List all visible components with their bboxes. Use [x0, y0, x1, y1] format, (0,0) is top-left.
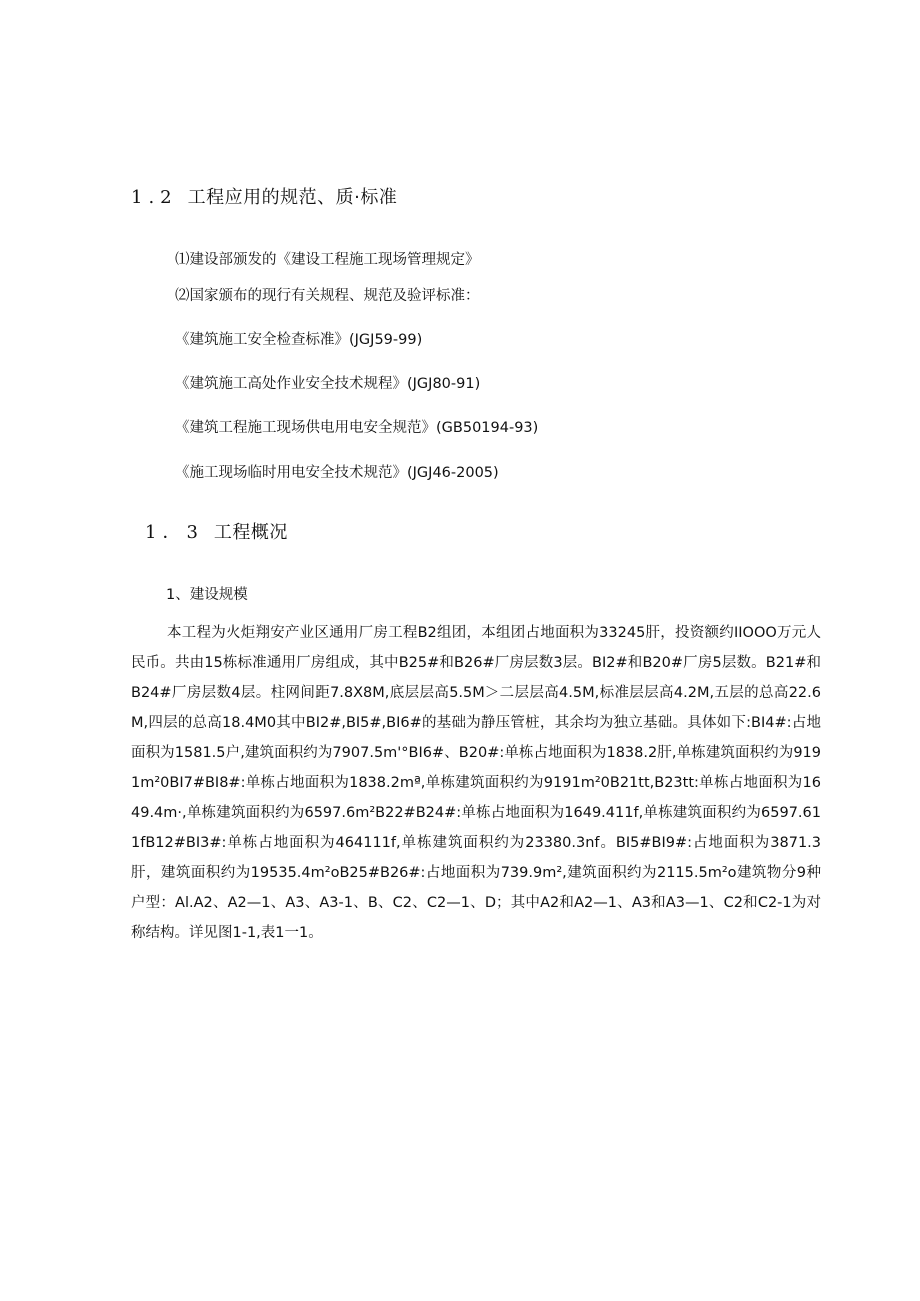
section-heading-1-2 — [131, 186, 397, 210]
standard-item: 《建筑施工高处作业安全技术规程》(JGJ80-91) — [175, 376, 481, 392]
project-overview-text — [131, 618, 821, 948]
list-item-standards-intro: ⑵国家颁布的现行有关规程、规范及验评标准： — [175, 288, 480, 304]
standard-item: 《建筑施工安全检查标准》(JGJ59-99) — [175, 332, 423, 348]
section-title: 工程概况 — [213, 522, 288, 543]
subsection-title: 1、建设规模 — [166, 587, 248, 603]
section-number: 1．3 — [145, 522, 204, 543]
list-item-regulation: ⑴建设部颁发的《建设工程施工现场管理规定》 — [175, 252, 480, 268]
body-paragraph: 本工程为火炬翔安产业区通用厂房工程B2组团，本组团占地面积为33245肝，投资额约IIOOO万元人民币。共由15栋标准通用厂房组成，其中B25#和B26#厂房层数3层。BI2#和B20#厂房5层数。B21#和B24#厂房层数4层。柱网间距7.8X8M,底层层高5.5M＞二层层高4.5M,标准层层高4.2M,五层的总高22.6M,四层的总高18.4M0其中BI2#,BI5#,BI6#的基础为静压管桩，其余均为独立基础。具体如下:BI4#:占地面积为1581.5户,建筑面积约为7907.5m'°BI6#、B20#:单栋占地面积为1838.2肝,单栋建筑面积约为9191m²0BI7#BI8#:单栋占地面积为1838.2mª,单栋建筑面积约为9191m²0B21tt,B23tt:单栋占地面积为1649.4m·,单栋建筑面积约为6597.6m²B22#B24#:单栋占地面积为1649.411f,单栋建筑面积约为6597.611fB12#BI3#:单栋占地面积为464111f,单栋建筑面积约为23380.3nf。BI5#BI9#:占地面积为3871.3肝，建筑面积约为19535.4m²oB25#B26#:占地面积为739.9m²,建筑面积约为2115.5m²o建筑物分9种户型：Al.A2、A2—1、A3、A3-1、B、C2、C2—1、D；其中A2和A2—1、A3和A3—1、C2和C2-1为对称结构。详见图1-1,表1一1。 — [131, 625, 821, 941]
section-number: 1.2 — [131, 187, 178, 208]
standard-item: 《建筑工程施工现场供电用电安全规范》(GB50194-93) — [175, 420, 539, 436]
section-heading-1-3 — [145, 521, 288, 545]
standard-item: 《施工现场临时用电安全技术规范》(JGJ46-2005) — [175, 465, 499, 481]
section-title: 工程应用的规范、质·标准 — [187, 187, 398, 208]
